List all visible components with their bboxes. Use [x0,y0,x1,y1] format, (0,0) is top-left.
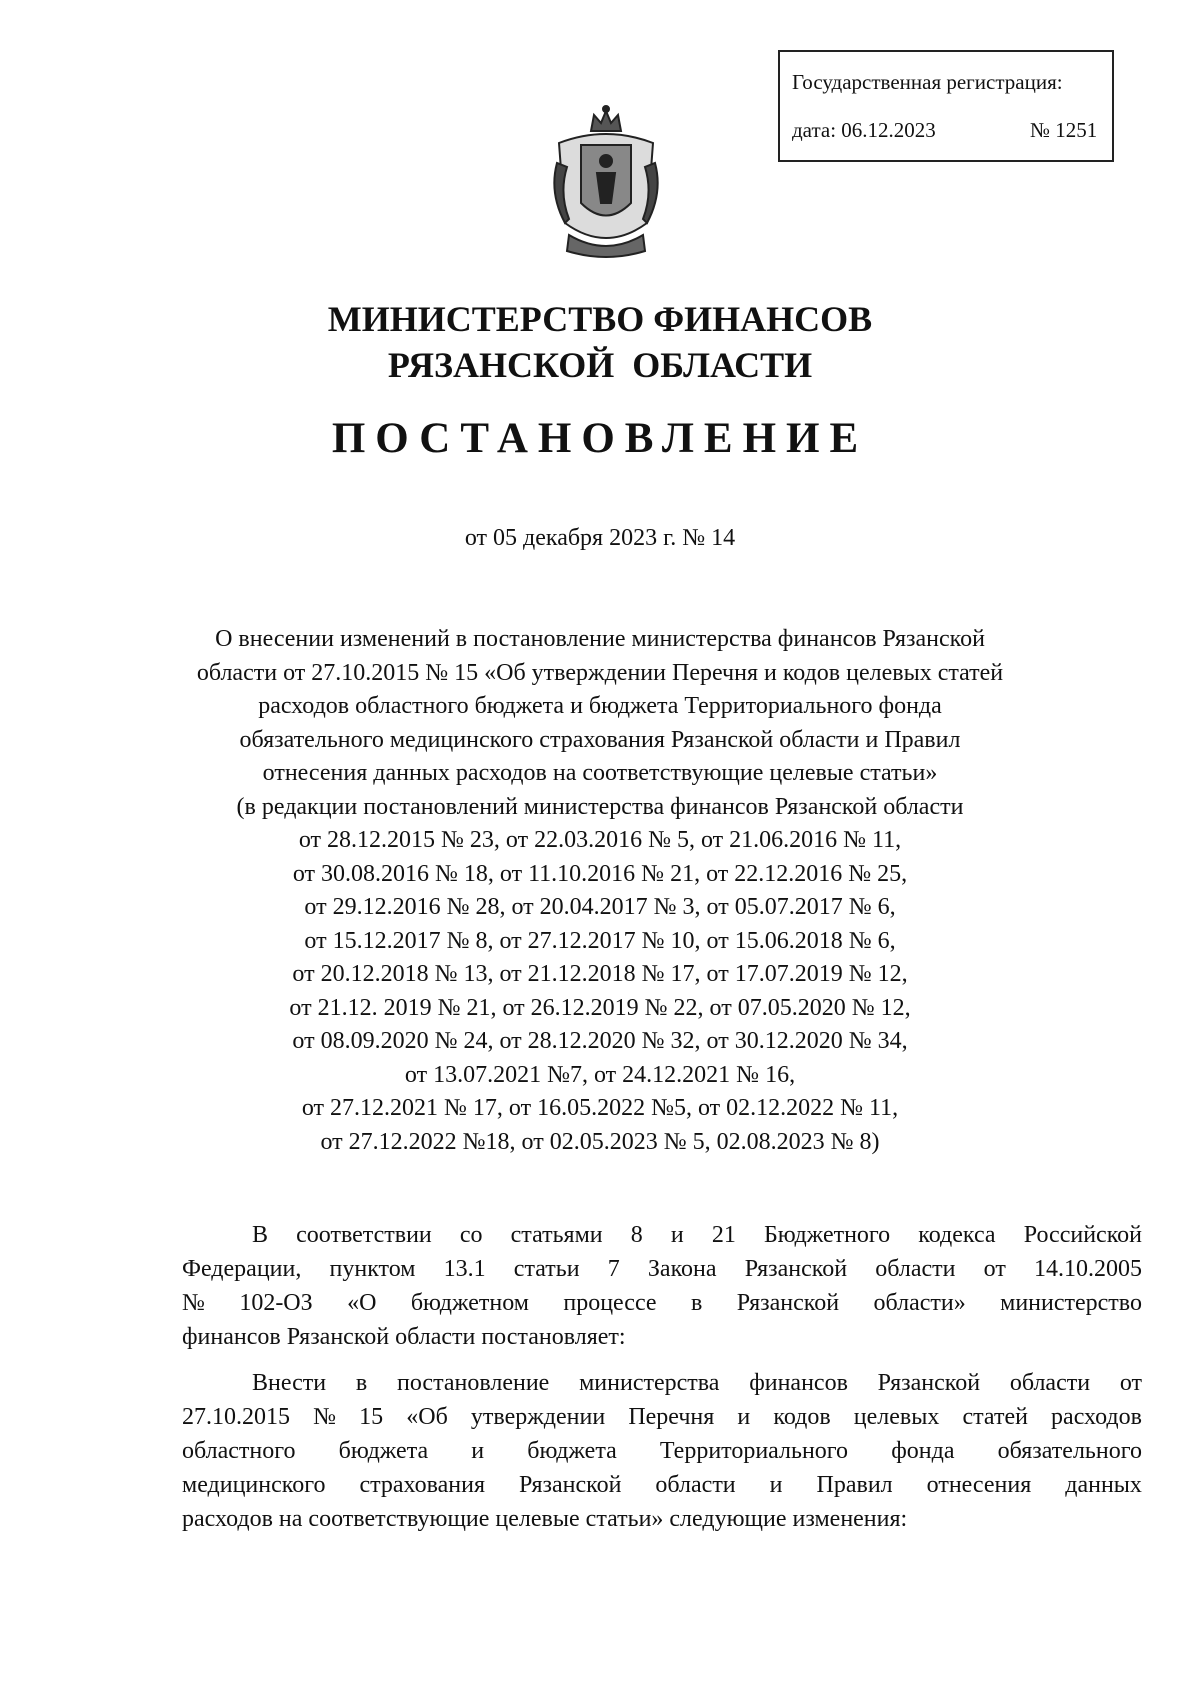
word: страхования [359,1472,486,1498]
word: Рязанской [519,1472,622,1498]
subject-line: от 21.12. 2019 № 21, от 26.12.2019 № 22, от 07.05.2020 № 12, [289,994,911,1021]
word: министерство [1000,1290,1142,1316]
subject-line: О внесении изменений в постановление министерства финансов Рязанской [215,626,985,652]
word: В [252,1222,269,1248]
word: финансов [749,1370,848,1396]
word: в [355,1370,368,1396]
word: Закона [647,1256,717,1282]
word: 27.10.2015 [182,1404,290,1430]
subject-line: от 27.12.2021 № 17, от 16.05.2022 №5, от 02.12.2022 № 11, [301,1095,899,1121]
word: «О [347,1290,377,1316]
word: бюджета [527,1438,617,1464]
word: Перечня [628,1404,715,1430]
word: области» [873,1290,966,1316]
subject-line: расходов областного бюджета и бюджета Территориального фонда [258,693,942,719]
subject-line: от 15.12.2017 № 8, от 27.12.2017 № 10, от 15.06.2018 № 6, [304,927,896,954]
word: в [690,1290,703,1316]
word: процессе [563,1290,657,1316]
word: отнесения [926,1472,1032,1498]
decree-date: от 05 декабря 2023 г. № 14 [464,525,736,551]
word: фонда [891,1438,955,1464]
word: от [1119,1370,1142,1396]
word: обязательного [997,1438,1142,1464]
word: Рязанской [744,1256,848,1282]
registration-number: № 1251 [1030,118,1098,142]
decree-subject [160,623,1040,1159]
word: Рязанской [736,1290,840,1316]
coat-of-arms-icon [549,103,663,263]
word: кодекса [918,1222,996,1248]
word: статьями [510,1222,603,1248]
word: министерства [579,1370,720,1396]
word: со [459,1222,483,1248]
word: утверждении [470,1404,606,1430]
word: бюджетном [410,1290,529,1316]
word: 102-ОЗ [239,1290,313,1316]
registration-title: Государственная регистрация: [792,70,1063,94]
registration-date: дата: 06.12.2023 [792,118,936,142]
word: Бюджетного [763,1222,891,1248]
word: и [471,1438,485,1464]
word: данных [1065,1472,1142,1498]
word: области [1009,1370,1091,1396]
paragraph-line [182,1468,1142,1502]
subject-line: от 08.09.2020 № 24, от 28.12.2020 № 32, от 30.12.2020 № 34, [292,1028,908,1054]
word: Правил [816,1472,893,1498]
paragraph-line [182,1218,1142,1252]
paragraph-line [182,1400,1142,1434]
word: и [670,1222,684,1248]
word: № [313,1404,337,1430]
subject-line: от 20.12.2018 № 13, от 21.12.2018 № 17, от 17.07.2019 № 12, [292,961,908,987]
word: 14.10.2005 [1034,1256,1142,1282]
word: целевых [853,1404,940,1430]
word: 21 [711,1222,736,1248]
subject-line: от 27.12.2022 №18, от 02.05.2023 № 5, 02.08.2023 № 8) [320,1128,880,1155]
subject-line: отнесения данных расходов на соответствующие целевые статьи» [262,760,938,786]
subject-line: области от 27.10.2015 № 15 «Об утверждении Перечня и кодов целевых статей [196,659,1004,686]
word: Федерации, [182,1256,302,1282]
word: № [182,1290,205,1316]
paragraph-line [182,1252,1142,1286]
word: от [983,1256,1006,1282]
word: расходов [1051,1404,1142,1430]
word: бюджета [338,1438,429,1464]
word: 15 [359,1404,384,1430]
word: Территориального [659,1438,849,1464]
word: и [769,1472,783,1498]
subject-line: обязательного медицинского страхования Рязанской области и Правил [239,726,961,753]
word: Рязанской [877,1370,981,1396]
paragraph-line [182,1366,1142,1400]
word: статьи [513,1256,580,1282]
subject-line: от 30.08.2016 № 18, от 11.10.2016 № 21, от 22.12.2016 № 25, [292,860,908,887]
paragraph-line: финансов Рязанской области постановляет: [182,1324,626,1350]
word: 13.1 [443,1256,486,1282]
word: 8 [630,1222,643,1248]
decree-title: ПОСТАНОВЛЕНИЕ [331,415,869,462]
subject-line: от 28.12.2015 № 23, от 22.03.2016 № 5, от 21.06.2016 № 11, [298,827,902,853]
subject-line: (в редакции постановлений министерства финансов Рязанской области [236,793,964,820]
paragraph-line: расходов на соответствующие целевые статьи» следующие изменения: [182,1506,908,1532]
word: соответствии [296,1222,432,1248]
paragraph-line [182,1286,1142,1320]
amendment-paragraph [182,1366,1142,1536]
ministry-line-1: МИНИСТЕРСТВО ФИНАНСОВ [327,299,873,339]
word: области [875,1256,956,1282]
word: областного [182,1438,296,1464]
subject-line: от 13.07.2021 №7, от 24.12.2021 № 16, [404,1061,796,1088]
ministry-name [0,296,1200,388]
word: 7 [607,1256,620,1282]
registration-stamp [778,50,1114,162]
word: и [737,1404,751,1430]
subject-line: от 29.12.2016 № 28, от 20.04.2017 № 3, от 05.07.2017 № 6, [304,894,896,920]
word: Российской [1023,1222,1142,1248]
word: пунктом [329,1256,416,1282]
word: медицинского [182,1472,326,1498]
ministry-line-2: РЯЗАНСКОЙ ОБЛАСТИ [387,345,813,385]
paragraph-line [182,1434,1142,1468]
word: области [655,1472,736,1498]
word: статей [962,1404,1028,1430]
preamble-paragraph [182,1218,1142,1354]
word: постановление [396,1370,550,1396]
word: кодов [773,1404,831,1430]
word: Внести [252,1370,327,1396]
word: «Об [406,1404,448,1430]
